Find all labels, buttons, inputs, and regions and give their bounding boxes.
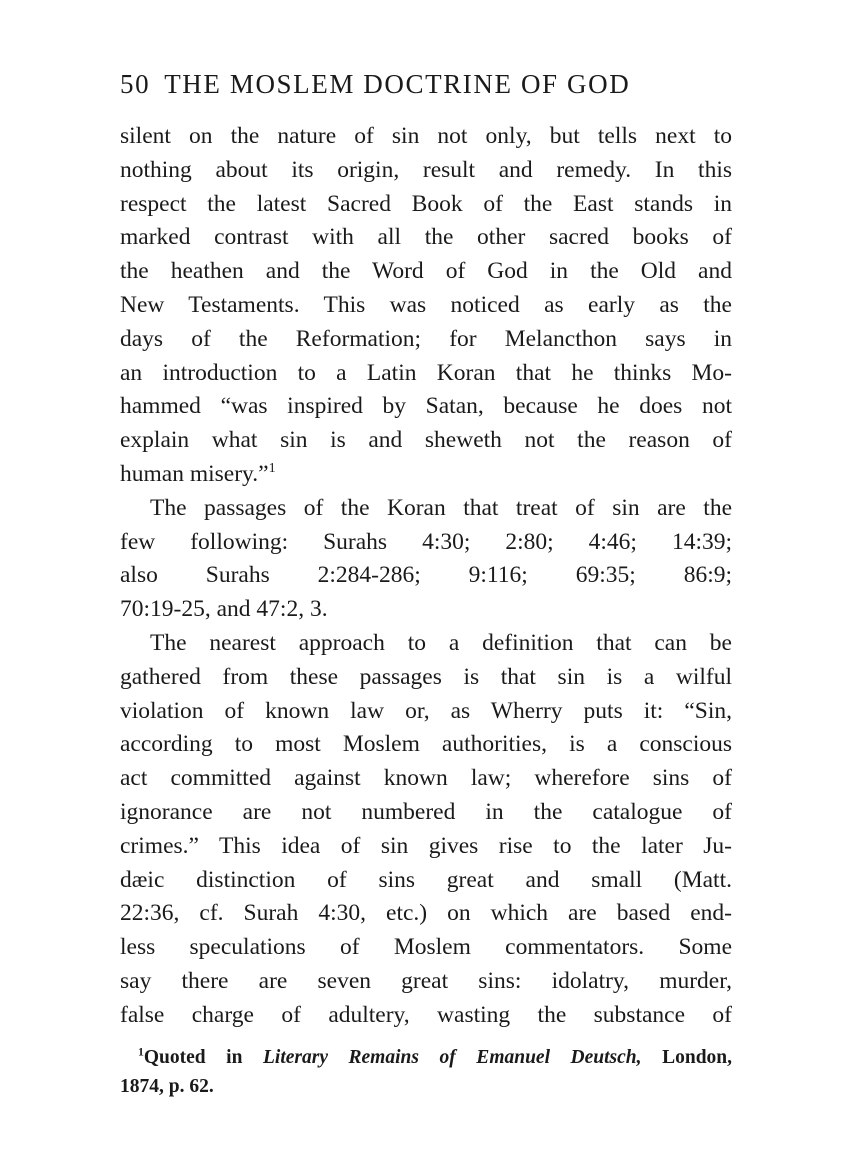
text-line: act committed against known law; wherefore sins of [120,765,732,792]
footnote-lead: Quoted in [143,1046,243,1068]
text-line-content: human misery.” [120,460,269,487]
text-line: marked contrast with all the other sacred books of [120,224,732,251]
text-line: according to most Moslem authorities, is a conscious [120,731,732,758]
text-line: silent on the nature of sin not only, but tells next to [120,123,732,149]
footnote-line [120,1043,732,1072]
paragraph-start-line: The passages of the Koran that treat of sin are the [150,494,732,521]
running-title: THE MOSLEM DOCTRINE OF GOD [164,69,631,99]
footnote-place: London, [662,1046,733,1068]
text-line: say there are seven great sins: idolatry, murder, [120,967,732,994]
text-line: few following: Surahs 4:30; 2:80; 4:46; 14:39; [120,528,732,555]
text-line: also Surahs 2:284-286; 9:116; 69:35; 86:9; [120,562,732,589]
paragraph-start-line: The nearest approach to a definition that can be [150,629,732,656]
text-line: gathered from these passages is that sin is a wilful [120,663,732,690]
text-line: the heathen and the Word of God in the Old and [120,258,732,285]
footnote-reference: 1 [268,460,276,477]
body-text [120,120,732,1033]
text-line [120,458,732,492]
text-line: crimes.” This idea of sin gives rise to the later Ju- [120,832,732,859]
footnote-line: 1874, p. 62. [120,1075,214,1097]
book-page [120,60,732,1101]
text-line: violation of known law or, as Wherry puts it: “Sin, [120,697,732,724]
text-line: less speculations of Moslem commentators. Some [120,934,732,961]
text-line: an introduction to a Latin Koran that he thinks Mo- [120,359,732,386]
footnote [120,1043,732,1101]
text-line: ignorance are not numbered in the catalogue of [120,798,732,825]
text-line: 22:36, cf. Surah 4:30, etc.) on which are based end- [120,900,732,927]
text-line: false charge of adultery, wasting the substance of [120,1001,732,1028]
running-header [120,60,732,108]
text-line: explain what sin is and sheweth not the reason of [120,427,732,454]
text-line: respect the latest Sacred Book of the East stands in [120,190,732,217]
text-line: dæic distinction of sins great and small (Matt. [120,866,732,893]
text-line: New Testaments. This was noticed as early as the [120,291,732,318]
page-number: 50 [120,69,151,99]
footnote-title: Literary Remains of Emanuel Deutsch, [262,1046,642,1068]
footnote-marker: 1 [138,1045,144,1059]
text-line: days of the Reformation; for Melancthon says in [120,325,732,352]
text-line: 70:19-25, and 47:2, 3. [120,596,328,623]
text-line: nothing about its origin, result and remedy. In this [120,156,732,183]
text-line: hammed “was inspired by Satan, because he does not [120,393,732,420]
